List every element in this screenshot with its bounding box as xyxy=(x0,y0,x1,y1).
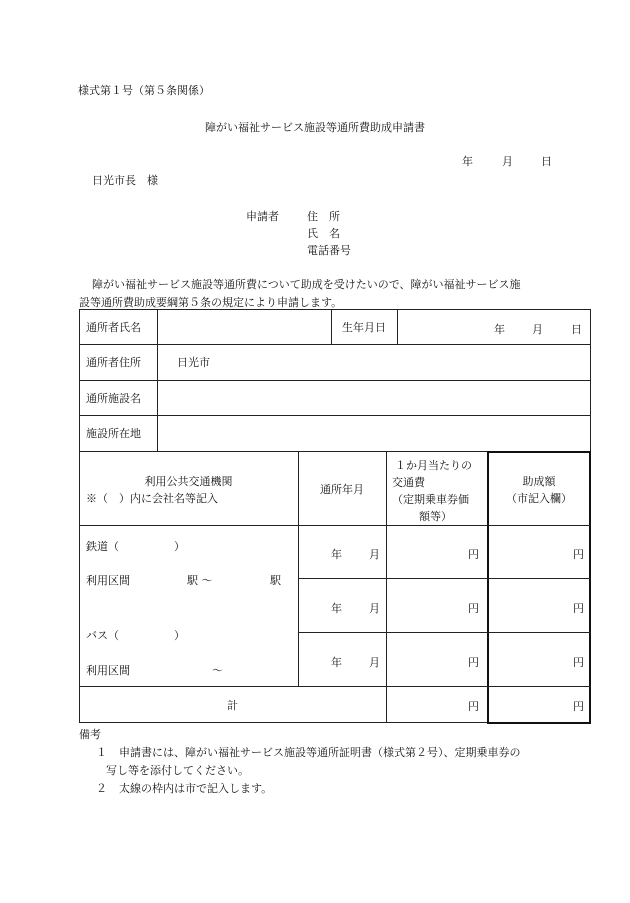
applicant-phone-label: 電話番号 xyxy=(307,244,351,257)
birth-date-label: 生年月日 xyxy=(342,321,386,334)
total-label: 計 xyxy=(227,698,238,712)
row2-year: 年 xyxy=(331,602,342,615)
note-1-number: １ xyxy=(96,746,107,759)
facility-location-label: 施設所在地 xyxy=(86,427,141,440)
row3-cost-yen: 円 xyxy=(468,656,479,669)
facility-location-field[interactable] xyxy=(158,416,590,451)
notes-heading: 備考 xyxy=(79,728,101,741)
subsidy-header-line1: 助成額 xyxy=(522,475,556,488)
form-title: 障がい福祉サービス施設等通所費助成申請書 xyxy=(205,121,425,134)
transport-header-line1: 利用公共交通機関 xyxy=(144,475,233,488)
bus-tilde: ～ xyxy=(212,664,223,677)
row1-year: 年 xyxy=(331,548,342,561)
commute-period-header: 通所年月 xyxy=(320,482,364,496)
subsidy-header-line2: （市記入欄） xyxy=(506,492,572,505)
transport-header-line2: ※（ ）内に会社名等記入 xyxy=(86,492,218,505)
applicant-label: 申請者 xyxy=(246,210,279,223)
rail-station-to: 駅 xyxy=(270,574,281,587)
intro-line-2: 設等通所費助成要綱第５条の規定により申請します。 xyxy=(79,296,343,309)
row2-cost-yen: 円 xyxy=(468,602,479,615)
row1-cost-yen: 円 xyxy=(468,548,479,561)
total-cost-yen: 円 xyxy=(468,700,479,713)
row1-month: 月 xyxy=(369,548,380,561)
bus-section-label: 利用区間 xyxy=(86,664,130,677)
commuter-address-label: 通所者住所 xyxy=(86,356,141,369)
intro-line-1: 障がい福祉サービス施設等通所費について助成を受けたいので、障がい福祉サービス施 xyxy=(92,278,521,291)
birth-month-label: 月 xyxy=(532,323,543,336)
facility-name-label: 通所施設名 xyxy=(86,392,141,405)
commuter-name-label: 通所者氏名 xyxy=(86,321,141,334)
note-2-line1: 太線の枠内は市で記入します。 xyxy=(119,782,273,795)
bus-company: バス（ ） xyxy=(86,629,185,642)
total-subsidy-yen: 円 xyxy=(573,700,584,713)
monthly-cost-line3: （定期乗車券価 xyxy=(392,493,469,506)
row2-month: 月 xyxy=(369,602,380,615)
applicant-name-label: 氏 名 xyxy=(307,227,340,240)
monthly-cost-line4: 額等） xyxy=(419,510,452,523)
birth-year-label: 年 xyxy=(494,323,505,336)
birth-day-label: 日 xyxy=(571,323,582,336)
commuter-name-field[interactable] xyxy=(158,310,330,344)
note-1-line2: 写し等を添付してください。 xyxy=(106,764,249,777)
monthly-cost-line2: 交通費 xyxy=(392,476,425,489)
date-day: 日 xyxy=(541,155,552,168)
rail-station-from: 駅 ～ xyxy=(187,574,213,587)
applicant-address-label: 住 所 xyxy=(307,210,340,223)
note-1-line1: 申請書には、障がい福祉サービス施設等通所証明書（様式第２号）、定期乗車券の xyxy=(119,746,521,759)
rail-section-label: 利用区間 xyxy=(86,574,130,587)
row3-subsidy-yen: 円 xyxy=(573,656,584,669)
note-2-number: ２ xyxy=(96,782,107,795)
row3-month: 月 xyxy=(369,656,380,669)
date-year: 年 xyxy=(462,155,473,168)
facility-name-field[interactable] xyxy=(158,381,590,415)
row1-subsidy-yen: 円 xyxy=(573,548,584,561)
addressee: 日光市長 様 xyxy=(92,174,158,187)
rail-company: 鉄道（ ） xyxy=(86,540,185,553)
commuter-address-value: 日光市 xyxy=(177,356,210,369)
form-number: 様式第１号（第５条関係） xyxy=(78,84,210,97)
row3-year: 年 xyxy=(331,656,342,669)
monthly-cost-line1: １か月当たりの xyxy=(395,459,472,472)
date-month: 月 xyxy=(502,155,513,168)
row2-subsidy-yen: 円 xyxy=(573,602,584,615)
